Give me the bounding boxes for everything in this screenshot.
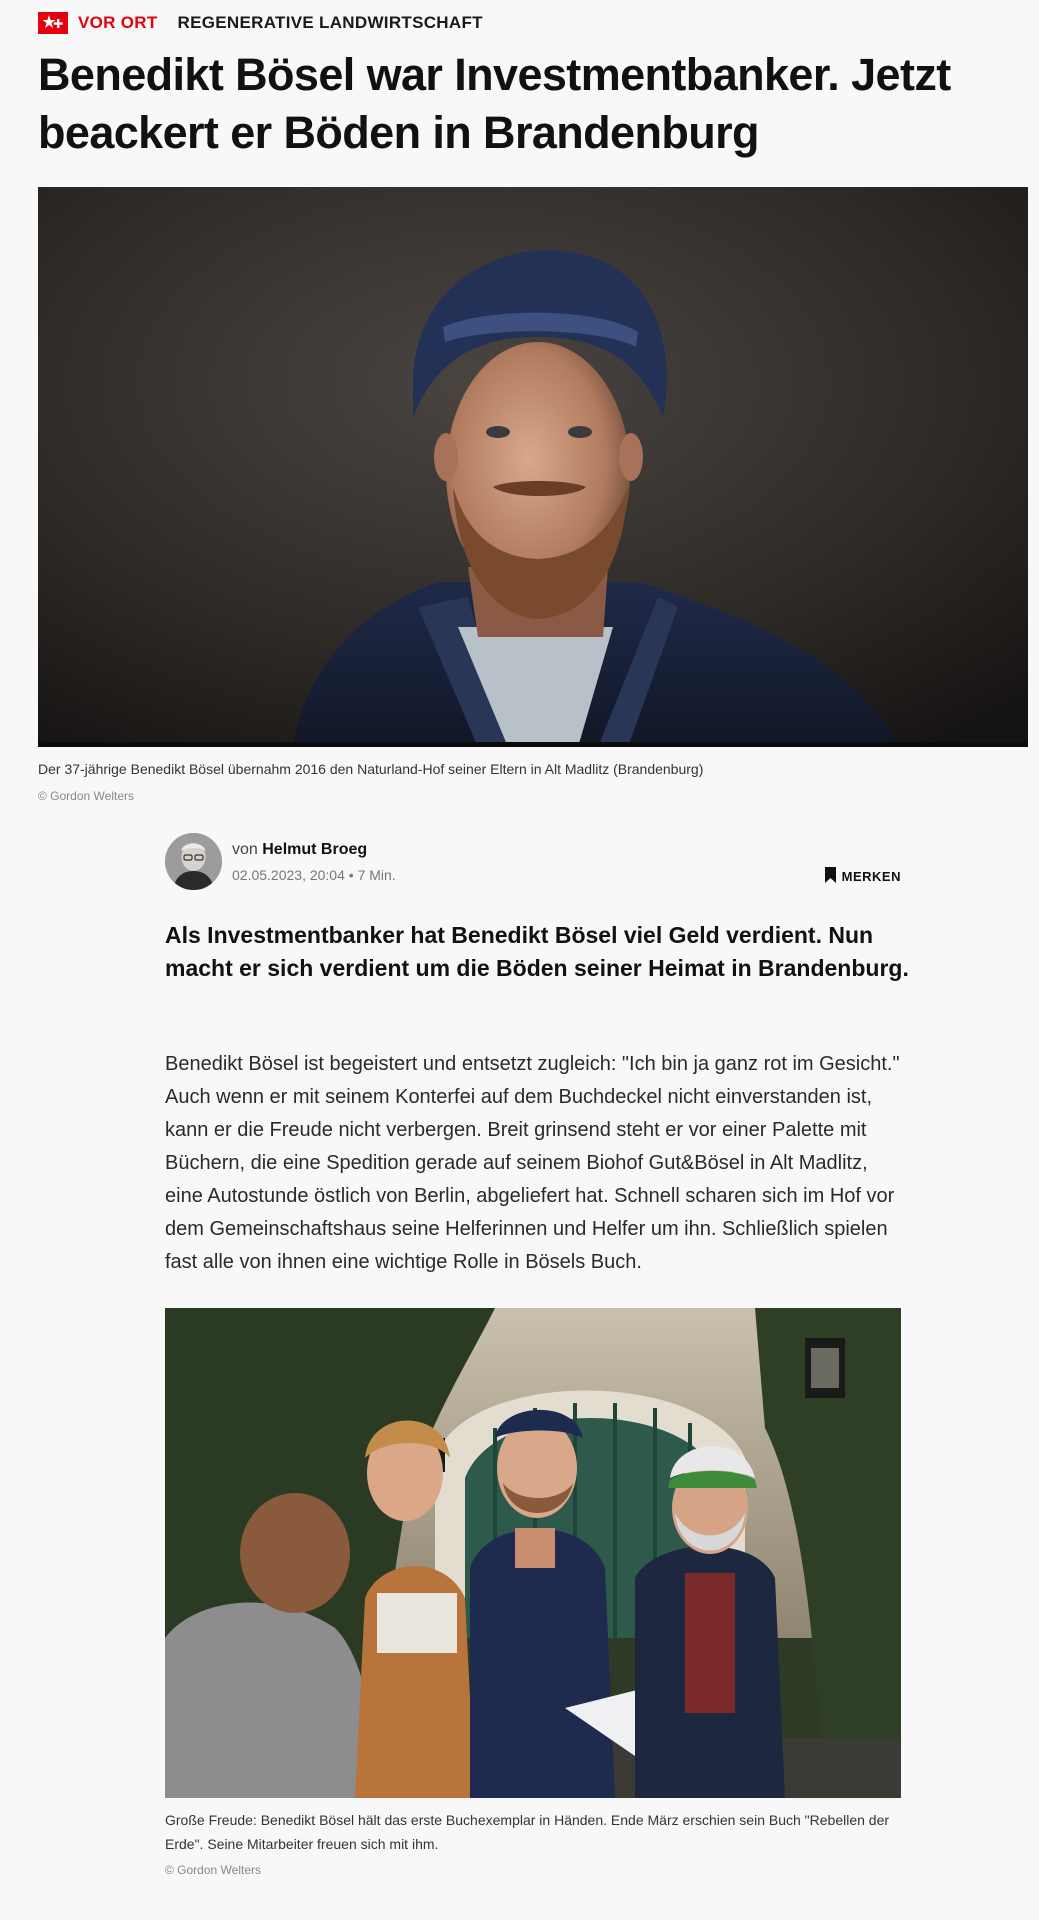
article-meta: 02.05.2023, 20:04 • 7 Min. — [232, 867, 396, 883]
photo2-credit: © Gordon Welters — [165, 1863, 261, 1877]
bookmark-button[interactable] — [825, 867, 901, 886]
author-avatar[interactable] — [165, 833, 222, 890]
article-lead: Als Investmentbanker hat Benedikt Bösel viel Geld verdient. Nun macht er sich verdient um die Böden seiner Heimat in Brandenburg. — [165, 922, 909, 981]
kicker — [38, 10, 483, 36]
hero-caption: Der 37-jährige Benedikt Bösel übernahm 2016 den Naturland-Hof seiner Eltern in Alt Madlitz (Brandenburg) — [38, 761, 704, 777]
photo2-caption: Große Freude: Benedikt Bösel hält das erste Buchexemplar in Händen. Ende März erschien sein Buch "Rebellen der Erde". Seine Mitarbeiter freuen sich mit ihm. — [165, 1812, 890, 1852]
byline-prefix: von — [232, 841, 258, 858]
group-photo — [165, 1308, 901, 1798]
byline — [232, 841, 367, 859]
kicker-brand[interactable]: VOR ORT — [78, 13, 158, 32]
kicker-topic[interactable]: REGENERATIVE LANDWIRTSCHAFT — [177, 13, 483, 32]
author-name[interactable]: Helmut Broeg — [262, 841, 368, 858]
bookmark-label: MERKEN — [841, 869, 901, 884]
hero-image — [38, 187, 1028, 747]
hero-credit: © Gordon Welters — [38, 789, 134, 803]
article-headline: Benedikt Bösel war Investmentbanker. Jetzt beackert er Böden in Brandenburg — [38, 49, 951, 158]
stern-logo-icon[interactable] — [38, 12, 68, 34]
bookmark-icon — [825, 867, 836, 886]
author-block — [165, 833, 901, 891]
article-body-paragraph: Benedikt Bösel ist begeistert und entsetzt zugleich: "Ich bin ja ganz rot im Gesicht." Auch wenn er mit seinem Konterfei auf dem Buchdeckel nicht einverstanden ist, kann er die Freude nicht verbergen. Breit grinsend steht er vor einer Palette mit Büchern, die eine Spedition gerade auf seinem Biohof Gut&Bösel in Alt Madlitz, eine Autostunde östlich von Berlin, abgeliefert hat. Schnell scharen sich im Hof vor dem Gemeinschaftshaus seine Helferinnen und Helfer um ihn. Schließlich spielen fast alle von ihnen eine wichtige Rolle in Bösels Buch. — [165, 1053, 900, 1273]
